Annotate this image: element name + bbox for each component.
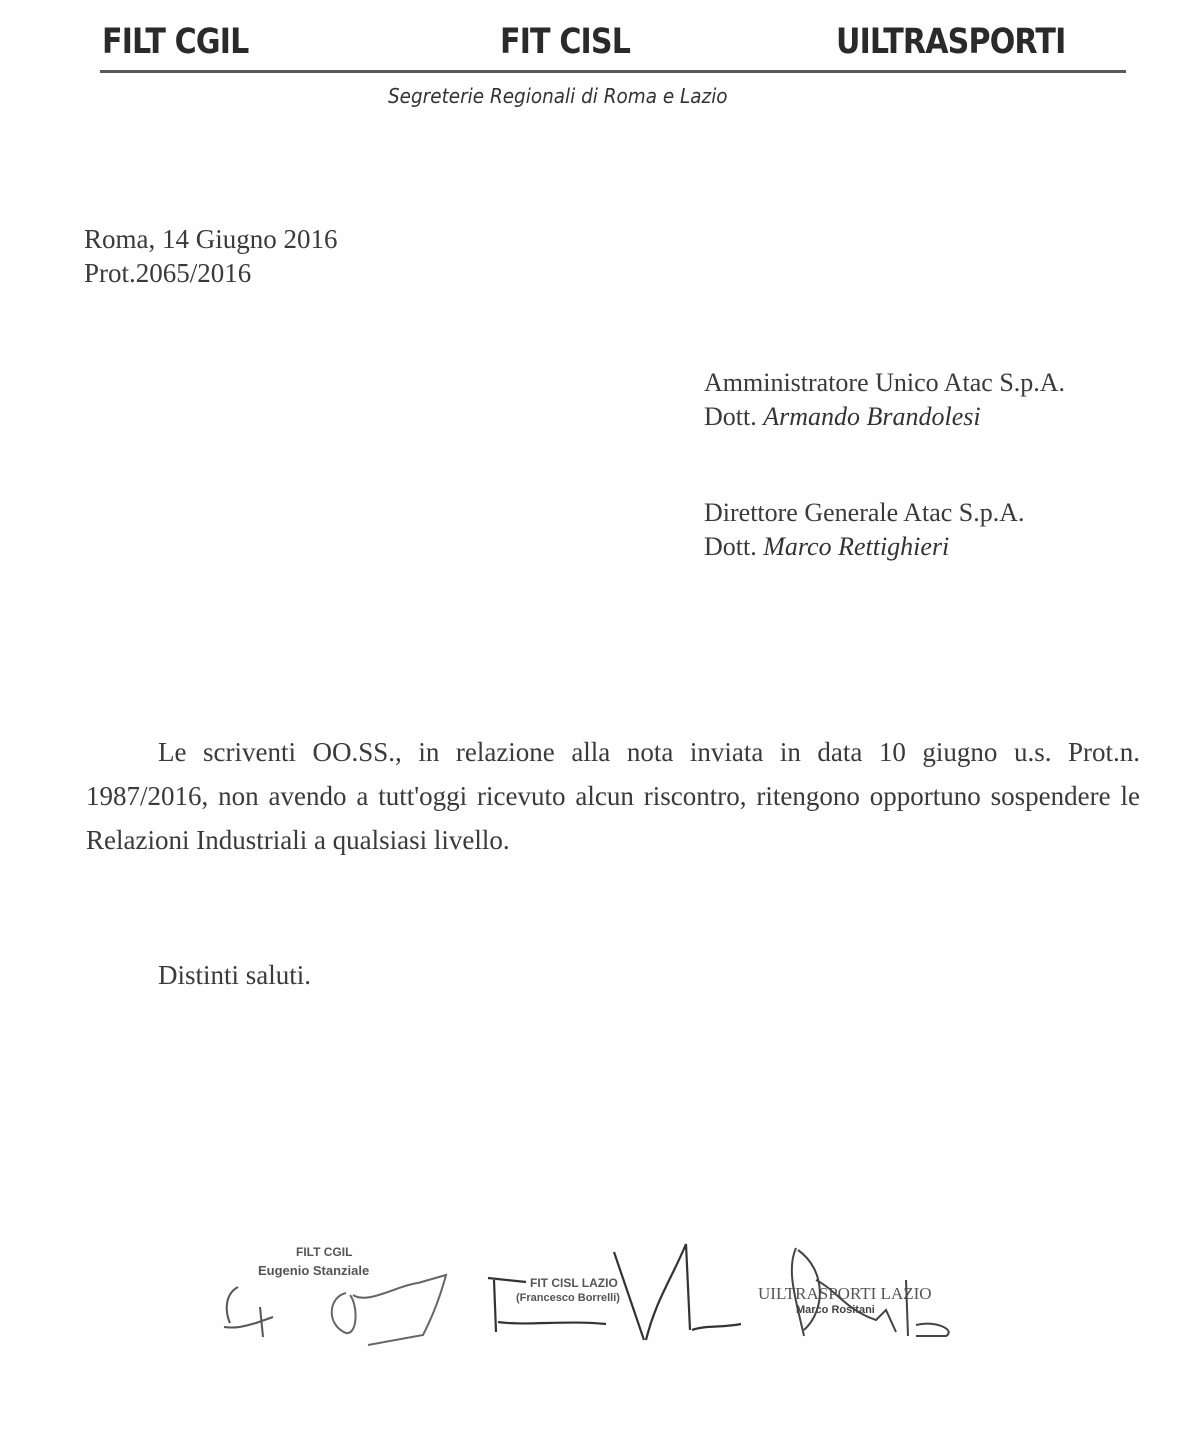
recipient-name-line [704,400,1065,434]
signature-name: (Francesco Borrelli) [516,1292,620,1304]
signature-filt-cgil [218,1245,458,1355]
handwritten-signature-icon [756,1240,996,1350]
handwritten-signature-icon [218,1245,458,1355]
signature-name: Eugenio Stanziale [258,1263,370,1278]
recipient-title: Dott. [704,532,757,561]
letterhead-divider [100,70,1126,73]
signature-org: FILT CGIL [296,1245,353,1259]
signature-org: FIT CISL LAZIO [530,1276,618,1290]
closing: Distinti saluti. [158,960,312,990]
recipient-name: Marco Rettighieri [763,532,950,561]
signature-fit-cisl [486,1240,746,1350]
letterhead-org-uiltrasporti: UILTRASPORTI [836,22,1066,62]
recipient-role: Amministratore Unico Atac S.p.A. [704,368,1066,397]
letterhead [100,22,1126,72]
body-paragraph: Le scriventi OO.SS., in relazione alla nota inviata in data 10 giugno u.s. Prot.n. 1987/2016, non avendo a tutt'oggi ricevuto alcun riscontro, ritengono opportuno sospendere le Relazioni Industriali a qualsiasi livello. [86,737,1140,855]
letterhead-org-fit-cisl: FIT CISL [500,22,631,62]
recipient-role: Direttore Generale Atac S.p.A. [704,498,1025,527]
signature-org: UILTRASPORTI LAZIO [758,1284,932,1303]
handwritten-signature-icon [486,1240,746,1350]
recipient-1 [704,366,1065,434]
recipient-title: Dott. [704,402,757,431]
letterhead-org-filt-cgil: FILT CGIL [102,22,249,62]
letter-body [86,730,1140,862]
signature-name: Marco Rositani [796,1304,875,1316]
recipient-name-line [704,530,1025,564]
protocol-number: Prot.2065/2016 [84,258,252,288]
place-date: Roma, 14 Giugno 2016 [84,224,338,254]
letterhead-subtitle: Segreterie Regionali di Roma e Lazio [388,84,728,108]
date-block [84,222,338,290]
signature-uiltrasporti [756,1240,996,1350]
recipient-name: Armando Brandolesi [763,402,981,431]
recipient-2 [704,496,1025,564]
